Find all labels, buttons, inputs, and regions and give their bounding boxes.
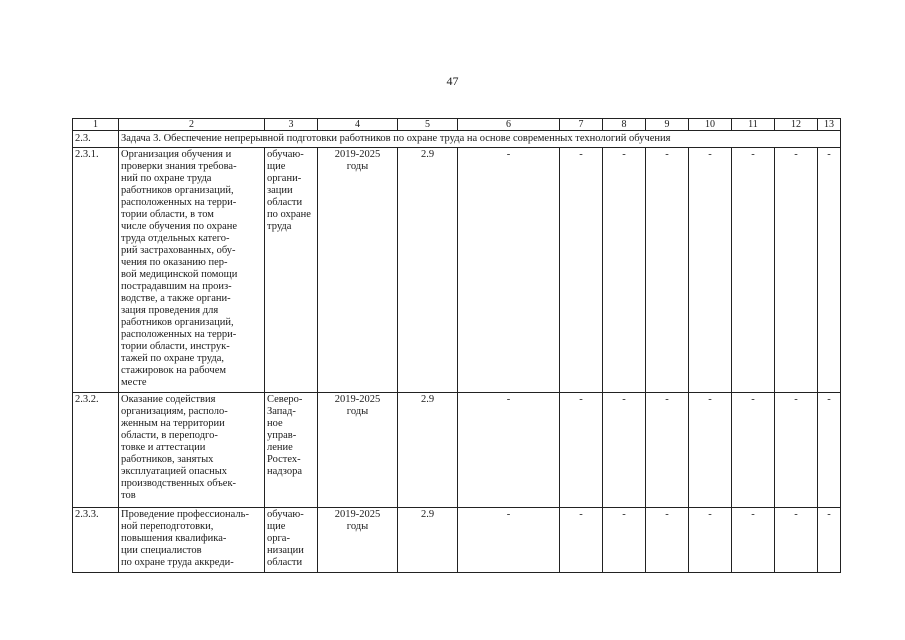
table-row — [73, 508, 841, 573]
program-table — [72, 118, 841, 573]
row-value: - — [603, 148, 646, 393]
row-executor: обучаю- щие орга- низации области — [265, 508, 318, 573]
row-number: 2.3.3. — [73, 508, 119, 573]
task-text: Задача 3. Обеспечение непрерывной подготовки работников по охране труда на основе современных технологий обучения — [119, 131, 841, 148]
header-cell: 10 — [689, 119, 732, 131]
row-indicator: 2.9 — [398, 148, 458, 393]
header-cell: 8 — [603, 119, 646, 131]
row-number: 2.3.1. — [73, 148, 119, 393]
row-description: Оказание содействия организациям, располо- женным на территории области, в переподго- товке и аттестации работников, занятых эксплуатацией опасных производственных объек- тов — [119, 393, 265, 508]
row-value: - — [560, 508, 603, 573]
row-value: - — [646, 393, 689, 508]
row-description: Проведение профессиональ- ной переподготовки, повышения квалифика- ции специалистов по охране труда аккреди- — [119, 508, 265, 573]
header-cell: 2 — [119, 119, 265, 131]
header-cell: 4 — [318, 119, 398, 131]
row-value: - — [818, 393, 841, 508]
row-value: - — [775, 393, 818, 508]
header-cell: 6 — [458, 119, 560, 131]
row-indicator: 2.9 — [398, 393, 458, 508]
header-cell: 1 — [73, 119, 119, 131]
row-value: - — [603, 508, 646, 573]
row-value: - — [689, 508, 732, 573]
header-cell: 9 — [646, 119, 689, 131]
row-value: - — [458, 148, 560, 393]
row-value: - — [732, 393, 775, 508]
row-number: 2.3.2. — [73, 393, 119, 508]
task-number: 2.3. — [73, 131, 119, 148]
page-number: 47 — [446, 74, 459, 88]
header-cell: 7 — [560, 119, 603, 131]
header-cell: 3 — [265, 119, 318, 131]
row-value: - — [689, 393, 732, 508]
row-value: - — [458, 508, 560, 573]
row-value: - — [646, 508, 689, 573]
row-period: 2019-2025 годы — [318, 148, 398, 393]
row-value: - — [775, 508, 818, 573]
row-value: - — [818, 508, 841, 573]
row-value: - — [646, 148, 689, 393]
row-period: 2019-2025 годы — [318, 393, 398, 508]
row-executor: Северо- Запад- ное управ- ление Ростех- надзора — [265, 393, 318, 508]
row-value: - — [732, 508, 775, 573]
header-cell: 11 — [732, 119, 775, 131]
row-value: - — [560, 393, 603, 508]
row-value: - — [775, 148, 818, 393]
row-value: - — [603, 393, 646, 508]
row-value: - — [458, 393, 560, 508]
table-row — [73, 393, 841, 508]
row-indicator: 2.9 — [398, 508, 458, 573]
header-cell: 5 — [398, 119, 458, 131]
header-cell: 13 — [818, 119, 841, 131]
row-value: - — [689, 148, 732, 393]
row-value: - — [560, 148, 603, 393]
row-value: - — [818, 148, 841, 393]
task-row — [73, 131, 841, 148]
row-executor: обучаю- щие органи- зации области по охране труда — [265, 148, 318, 393]
header-row — [73, 119, 841, 131]
row-description: Организация обучения и проверки знания требова- ний по охране труда работников организаций, расположенных на терри- тории области, в том числе обучения по охране труда отдельных катего- рий застрахованных, обу- чения по оказанию пер- вой медицинской помощи пострадавшим на произ- водстве, а также органи- зация проведения для работников организаций, расположенных на терри- тории области, инструк- тажей по охране труда, стажировок на рабочем месте — [119, 148, 265, 393]
row-period: 2019-2025 годы — [318, 508, 398, 573]
row-value: - — [732, 148, 775, 393]
header-cell: 12 — [775, 119, 818, 131]
table-row — [73, 148, 841, 393]
